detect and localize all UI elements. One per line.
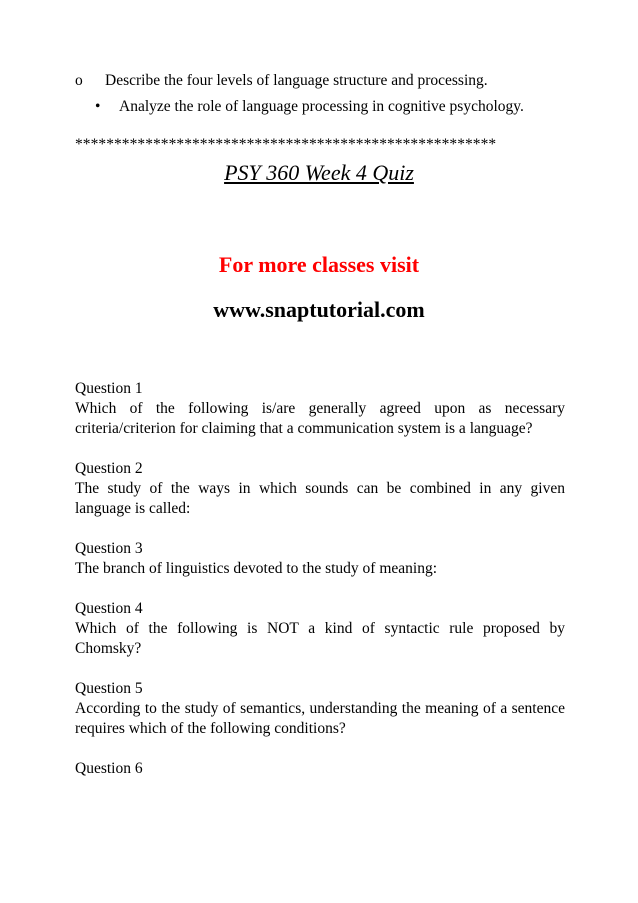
objective-item-1 — [75, 71, 565, 90]
question-number: Question 5 — [75, 680, 143, 697]
asterisk-separator: ****************************************************** — [75, 136, 497, 153]
question-item — [75, 539, 565, 579]
question-number: Question 1 — [75, 380, 143, 397]
question-text: Which of the following is/are generally agreed upon as necessary criteria/criterion for claiming that a communication system is a language? — [75, 400, 565, 437]
question-item — [75, 379, 565, 439]
question-number: Question 4 — [75, 600, 143, 617]
question-item — [75, 759, 565, 779]
dot-bullet-icon: • — [95, 98, 101, 115]
question-text: The study of the ways in which sounds can be combined in any given language is called: — [75, 480, 565, 517]
objective-item-2 — [95, 97, 565, 116]
question-item — [75, 459, 565, 519]
question-item — [75, 599, 565, 659]
question-item — [75, 679, 565, 739]
objective-text-2: Analyze the role of language processing in cognitive psychology. — [119, 98, 524, 115]
question-number: Question 3 — [75, 540, 143, 557]
question-list — [75, 379, 565, 799]
promo-classes-text: For more classes visit — [218, 252, 420, 277]
quiz-title: PSY 360 Week 4 Quiz — [224, 160, 414, 185]
circle-bullet-icon: o — [75, 72, 83, 89]
question-number: Question 6 — [75, 760, 143, 777]
question-text: Which of the following is NOT a kind of syntactic rule proposed by Chomsky? — [75, 620, 565, 657]
question-text: According to the study of semantics, understanding the meaning of a sentence requires which of the following conditions? — [75, 700, 565, 737]
promo-website: www.snaptutorial.com — [213, 297, 425, 322]
question-number: Question 2 — [75, 460, 143, 477]
question-text: The branch of linguistics devoted to the study of meaning: — [75, 560, 438, 577]
objective-text-1: Describe the four levels of language structure and processing. — [105, 72, 488, 89]
